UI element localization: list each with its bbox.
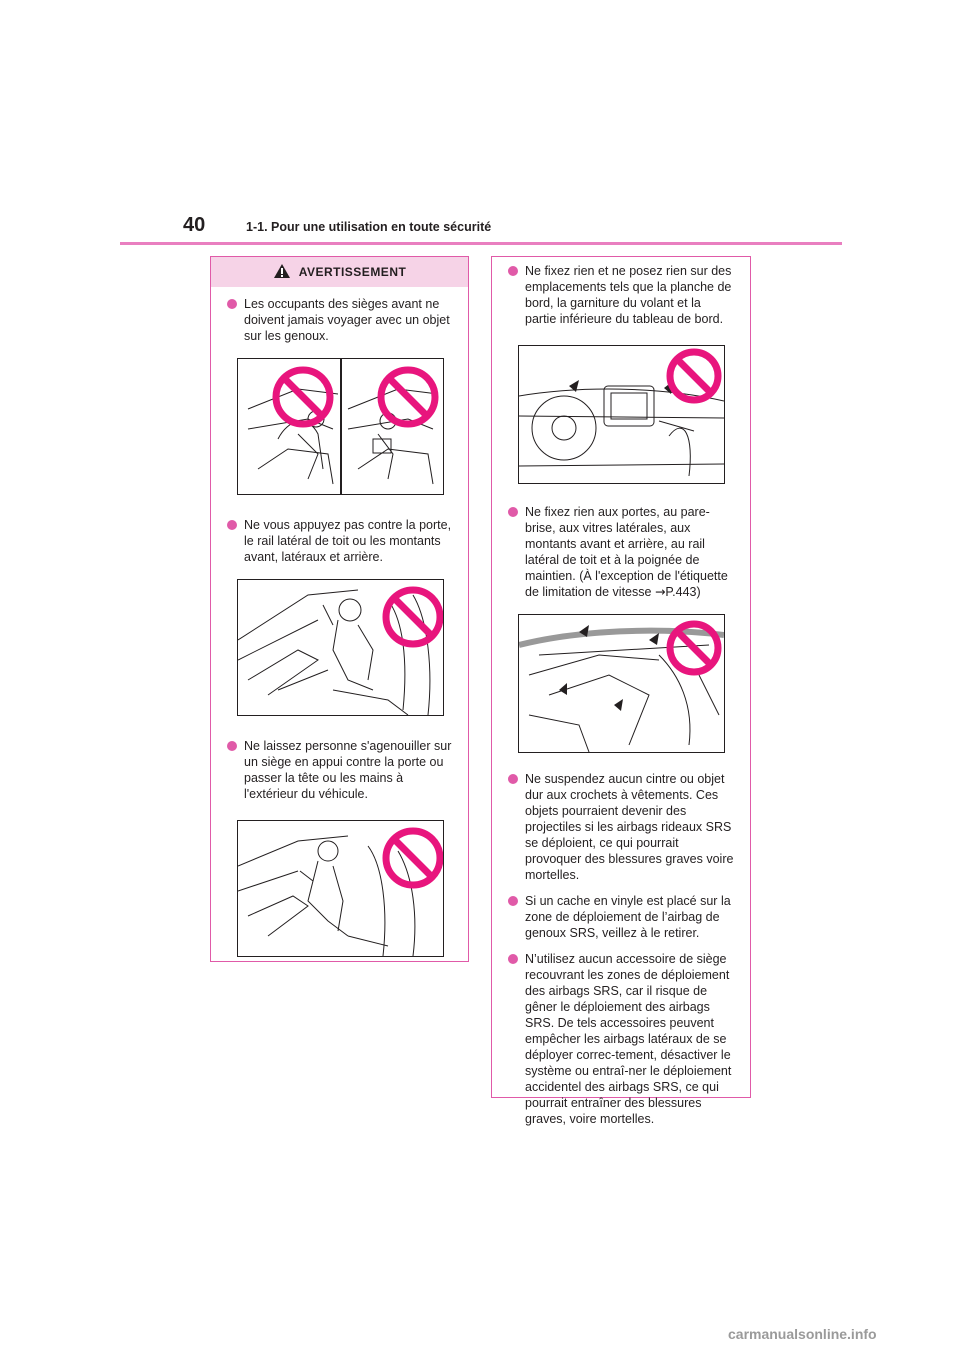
watermark: carmanualsonline.info	[728, 1326, 877, 1342]
warning-title: AVERTISSEMENT	[298, 265, 407, 279]
warning-triangle-icon	[273, 263, 291, 282]
illustration-leaning-on-door	[237, 579, 444, 716]
bullet-icon	[227, 741, 237, 751]
bullet-icon	[508, 954, 518, 964]
item-text: Ne fixez rien et ne posez rien sur des emplacements tels que la planche de bord, la garniture du volant et la partie inférieure du tableau de bord.	[525, 264, 732, 326]
item-text: Ne suspendez aucun cintre ou objet dur aux crochets à vêtements. Ces objets pourraient devenir des projectiles si les airbags rideaux SRS se déploient, ce qui pourrait provoquer des blessures graves voire mortelles.	[525, 772, 734, 882]
item-text: Si un cache en vinyle est placé sur la zone de déploiement de l’airbag de genoux SRS, veillez à le retirer.	[525, 894, 731, 940]
bullet-icon	[227, 520, 237, 530]
item-text: Ne laissez personne s'agenouiller sur un siège en appui contre la porte ou passer la tête ou les mains à l'extérieur du véhicule.	[244, 739, 452, 801]
illustration-objects-on-lap	[237, 358, 444, 495]
item-text: Les occupants des sièges avant ne doivent jamais voyager avec un objet sur les genoux.	[244, 297, 450, 343]
item-text: Ne fixez rien aux portes, au pare-brise, aux vitres latérales, aux montants avant et arrière, au rail latéral de toit et à la poignée de maintien. (À l'exception de l'étiquette de limitation de vitesse	[525, 505, 728, 599]
illustration-interior-roof	[518, 614, 725, 753]
bullet-icon	[508, 896, 518, 906]
page-reference-arrow: →	[654, 584, 666, 599]
page-number: 40	[183, 214, 206, 236]
section-title: 1-1. Pour une utilisation en toute sécurité	[246, 220, 492, 234]
list-item	[508, 263, 734, 327]
prohibition-icon	[670, 352, 718, 400]
list-item	[227, 517, 452, 565]
list-item	[227, 296, 452, 344]
list-item	[227, 738, 452, 802]
illustration-kneeling-on-seat	[237, 820, 444, 957]
warning-header	[211, 257, 468, 287]
prohibition-icon	[386, 590, 440, 644]
header-rule	[120, 242, 842, 245]
bullet-icon	[508, 507, 518, 517]
bullet-icon	[508, 266, 518, 276]
illustration-dashboard	[518, 345, 725, 484]
bullet-icon	[227, 299, 237, 309]
prohibition-icon	[386, 831, 440, 885]
list-item	[508, 893, 734, 941]
warning-box-left	[210, 256, 469, 962]
list-item	[508, 504, 734, 600]
list-item	[508, 771, 734, 883]
prohibition-icon	[381, 370, 435, 424]
item-text: N’utilisez aucun accessoire de siège recouvrant les zones de déploiement des airbags SRS, car il risque de gêner le déploiement des airbags SRS. De tels accessoires peuvent empêcher les airbags latéraux de se déployer correc-tement, désactiver le système ou entraî-ner le déploiement accidentel des airbags SRS, ce qui pourrait entraîner des blessures graves, voire mortelles.	[525, 952, 732, 1126]
warning-box-right	[491, 256, 751, 1126]
item-text: Ne vous appuyez pas contre la porte, le rail latéral de toit ou les montants avant, latéraux et arrière.	[244, 518, 452, 564]
page-reference-link[interactable]: P.443)	[665, 585, 701, 599]
prohibition-icon	[276, 370, 330, 424]
list-item	[508, 951, 734, 1127]
bullet-icon	[508, 774, 518, 784]
